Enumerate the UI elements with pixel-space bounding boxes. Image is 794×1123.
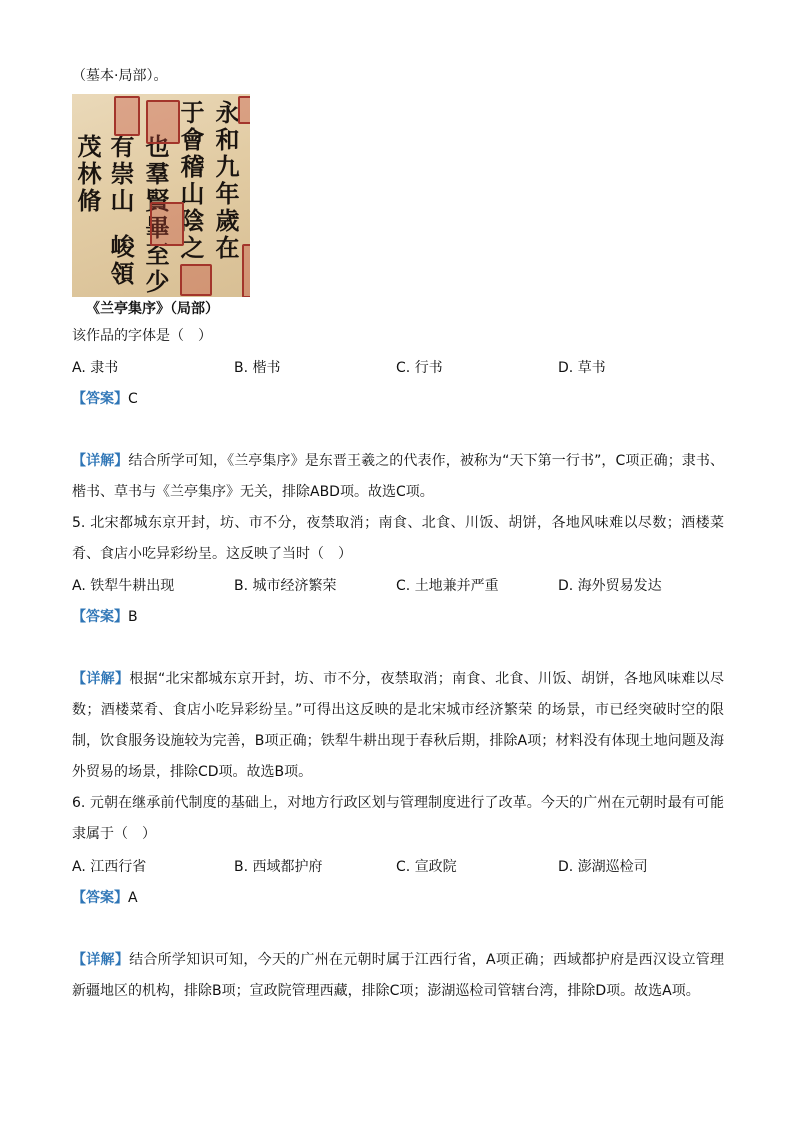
figure-caption: 《兰亭集序》（局部）	[86, 301, 219, 317]
seal-stamp	[180, 264, 212, 296]
calligraphy-column-3: 也羣賢畢至少	[141, 134, 170, 296]
calligraphy-column-5: 峻領	[106, 234, 135, 288]
intro-note: （墓本·局部）。	[72, 68, 168, 84]
q5-option-d: D. 海外贸易发达	[558, 578, 662, 594]
q4-detail: 【详解】结合所学可知，《兰亭集序》是东晋王羲之的代表作，被称为“天下第一行书”，C项正确；隶书、楷书、草书与《兰亭集序》无关，排除ABD项。故选C项。	[72, 453, 725, 500]
q5-option-b: B. 城市经济繁荣	[234, 578, 337, 594]
q4-option-b: B. 楷书	[234, 360, 281, 376]
q6-stem: 6. 元朝在继承前代制度的基础上，对地方行政区划与管理制度进行了改革。今天的广州在元朝时最有可能隶属于（ ）	[72, 795, 724, 842]
seal-stamp	[238, 96, 250, 124]
seal-stamp	[150, 202, 184, 246]
q5-detail: 【详解】根据“北宋都城东京开封，坊、市不分，夜禁取消；南食、北食、川饭、胡饼，各地风味难以尽数；酒楼菜肴、食店小吃异彩纷呈。”可得出这反映的是北宋城市经济繁荣 的场景，市已经突破时空的限制，饮食服务设施较为完善，B项正确；铁犁牛耕出现于春秋后期，排除A项；材料没有体现土地问题及海外贸易的场景，排除CD项。故选B项。	[72, 671, 724, 780]
q5-option-c: C. 土地兼并严重	[396, 578, 499, 594]
q5-answer: 【答案】B	[72, 609, 138, 625]
calligraphy-column-1: 永和九年歲在	[211, 100, 240, 262]
q6-option-c: C. 宣政院	[396, 859, 457, 875]
q4-option-c: C. 行书	[396, 360, 443, 376]
q4-stem: 该作品的字体是（ ）	[72, 328, 212, 344]
calligraphy-image	[72, 94, 250, 297]
q6-option-d: D. 澎湖巡检司	[558, 859, 648, 875]
seal-stamp	[242, 244, 250, 297]
q6-option-b: B. 西域都护府	[234, 859, 323, 875]
calligraphy-column-4: 有崇山	[106, 134, 135, 215]
calligraphy-column-2: 于會稽山陰之	[176, 100, 205, 262]
calligraphy-column-6: 茂林脩	[73, 134, 102, 215]
q6-option-a: A. 江西行省	[72, 859, 147, 875]
seal-stamp	[146, 100, 180, 144]
seal-stamp	[114, 96, 140, 136]
q5-stem: 5. 北宋都城东京开封，坊、市不分，夜禁取消；南食、北食、川饭、胡饼，各地风味难以尽数；酒楼菜肴、食店小吃异彩纷呈。这反映了当时（ ）	[72, 515, 724, 562]
q6-detail: 【详解】结合所学知识可知，今天的广州在元朝时属于江西行省，A项正确；西域都护府是西汉设立管理新疆地区的机构，排除B项；宣政院管理西藏，排除C项；澎湖巡检司管辖台湾，排除D项。故选A项。	[72, 952, 725, 999]
q4-option-d: D. 草书	[558, 360, 606, 376]
q5-option-a: A. 铁犁牛耕出现	[72, 578, 175, 594]
q4-answer: 【答案】C	[72, 391, 138, 407]
q6-answer: 【答案】A	[72, 890, 138, 906]
q4-option-a: A. 隶书	[72, 360, 119, 376]
